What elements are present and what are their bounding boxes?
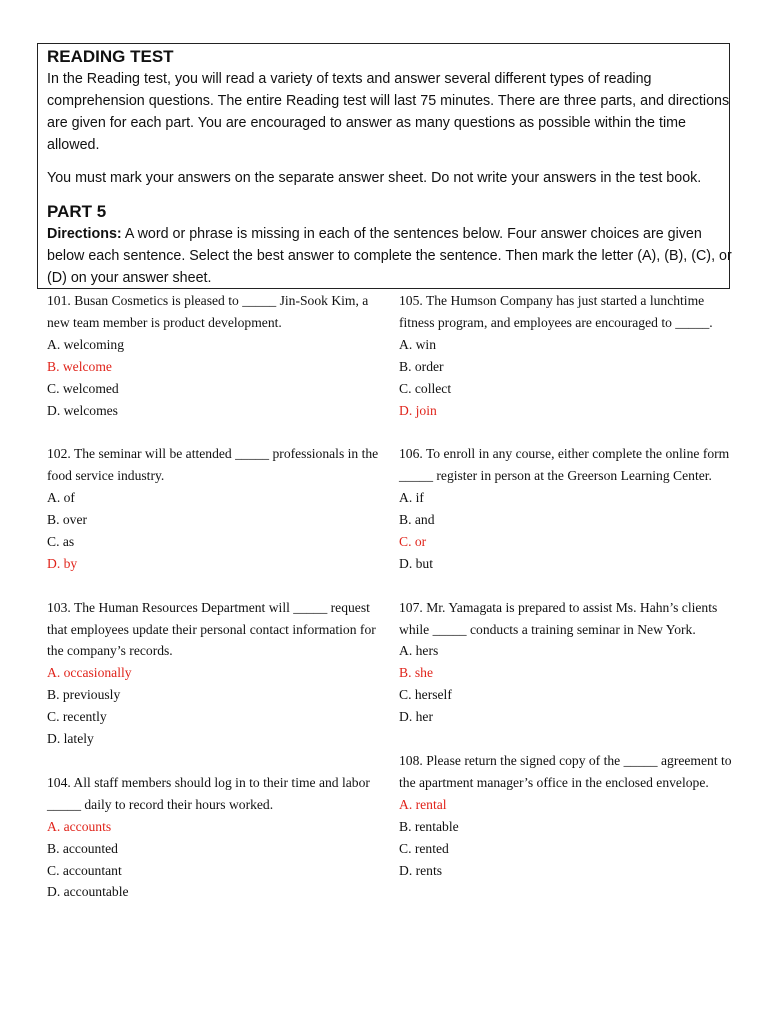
question-text: 101. Busan Cosmetics is pleased to _____ Jin-Sook Kim, a new team member is product development. <box>47 293 369 330</box>
option-b[interactable]: B. previously <box>47 687 121 703</box>
option-b-correct[interactable]: B. welcome <box>47 358 112 374</box>
option-a-correct[interactable]: A. rental <box>399 796 447 812</box>
question-text: 107. Mr. Yamagata is prepared to assist Ms. Hahn’s clients while _____ conducts a training seminar in New York. <box>399 599 718 637</box>
question-text: 104. All staff members should log in to their time and labor _____ daily to record their hours worked. <box>47 774 370 812</box>
option-d[interactable]: D. accountable <box>47 884 129 900</box>
option-a[interactable]: A. hers <box>399 643 439 659</box>
option-c[interactable]: C. welcomed <box>47 380 119 396</box>
option-d-correct[interactable]: D. join <box>399 402 437 418</box>
part-directions <box>47 223 732 289</box>
answer-sheet-note: You must mark your answers on the separate answer sheet. Do not write your answers in the test book. <box>47 170 702 186</box>
directions-text: A word or phrase is missing in each of the sentences below. Four answer choices are given below each sentence. Select the best answer to complete the sentence. Then mark the letter (A), (B), (C), or (D) on your answer sheet. <box>47 226 732 286</box>
reading-test-intro: In the Reading test, you will read a variety of texts and answer several different types of reading comprehension questions. The entire Reading test will last 75 minutes. There are three parts, and directions are given for each part. You are encouraged to answer as many questions as possible within the time allowed. <box>47 71 730 153</box>
option-c[interactable]: C. rented <box>399 840 449 856</box>
option-d[interactable]: D. welcomes <box>47 402 118 418</box>
question-text: 102. The seminar will be attended _____ professionals in the food service industry. <box>47 446 379 484</box>
option-a-correct[interactable]: A. occasionally <box>47 665 132 681</box>
option-c-correct[interactable]: C. or <box>399 533 427 549</box>
option-d[interactable]: D. rents <box>399 862 443 878</box>
question-106 <box>399 443 734 574</box>
option-b[interactable]: B. order <box>399 358 444 374</box>
option-a[interactable]: A. win <box>399 336 437 352</box>
question-text: 106. To enroll in any course, either complete the online form _____ register in person at the Greerson Learning Center. <box>399 446 730 484</box>
option-c[interactable]: C. collect <box>399 380 452 396</box>
option-b-correct[interactable]: B. she <box>399 665 433 681</box>
option-b[interactable]: B. over <box>47 512 88 528</box>
option-b[interactable]: B. accounted <box>47 840 118 856</box>
option-c[interactable]: C. herself <box>399 687 452 703</box>
reading-test-title: READING TEST <box>47 47 174 66</box>
part-title: PART 5 <box>47 202 107 221</box>
question-text: 108. Please return the signed copy of the _____ agreement to the apartment manager’s office in the enclosed envelope. <box>399 752 732 790</box>
question-105 <box>399 290 734 421</box>
option-a-correct[interactable]: A. accounts <box>47 818 112 834</box>
question-108 <box>399 750 734 881</box>
option-c[interactable]: C. as <box>47 533 75 549</box>
option-b[interactable]: B. rentable <box>399 818 459 834</box>
question-104 <box>47 772 382 903</box>
option-d-correct[interactable]: D. by <box>47 555 78 571</box>
option-a[interactable]: A. if <box>399 490 424 506</box>
question-102 <box>47 443 382 574</box>
question-text: 105. The Humson Company has just started a lunchtime fitness program, and employees are encouraged to _____. <box>399 293 713 330</box>
option-a[interactable]: A. of <box>47 490 75 506</box>
option-a[interactable]: A. welcoming <box>47 336 125 352</box>
directions-label: Directions: <box>47 226 122 242</box>
right-question-column <box>399 290 734 881</box>
option-d[interactable]: D. but <box>399 555 433 571</box>
option-c[interactable]: C. recently <box>47 709 107 725</box>
option-b[interactable]: B. and <box>399 512 435 528</box>
left-question-column <box>47 290 382 903</box>
question-101 <box>47 290 382 421</box>
option-d[interactable]: D. her <box>399 709 433 725</box>
question-text: 103. The Human Resources Department will _____ request that employees update their personal contact information for the company’s records. <box>47 599 376 659</box>
option-d[interactable]: D. lately <box>47 731 94 747</box>
question-103 <box>47 597 382 750</box>
question-107 <box>399 597 734 728</box>
option-c[interactable]: C. accountant <box>47 862 122 878</box>
